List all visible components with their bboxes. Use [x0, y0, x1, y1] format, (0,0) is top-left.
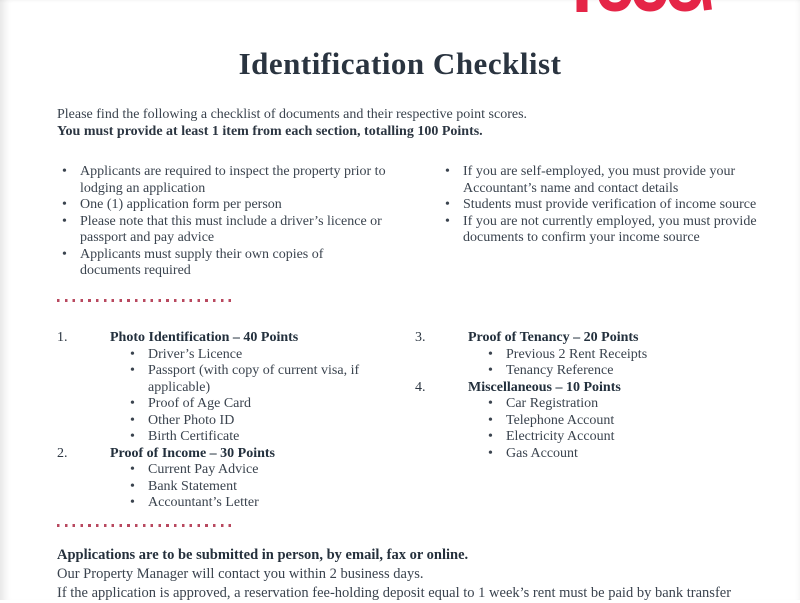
intro-requirement-line: You must provide at least 1 item from each section, totalling 100 Points.: [57, 124, 483, 139]
bullet-glyph: •: [130, 346, 135, 362]
bullet-item: [483, 363, 647, 380]
bullet-text: Passport (with copy of current visa, if applicable): [148, 363, 360, 395]
bullet-glyph: •: [130, 412, 135, 428]
bullet-text: Applicants are required to inspect the property prior to lodging an application: [80, 164, 386, 196]
bullet-item: [440, 197, 760, 214]
bullet-item: [57, 164, 387, 197]
point-section: [415, 330, 755, 380]
bullet-text: Telephone Account: [506, 412, 615, 428]
bullet-item: [440, 164, 760, 197]
point-section: [57, 330, 407, 446]
bullet-text: Car Registration: [506, 396, 599, 412]
bullet-item: [57, 197, 387, 214]
contact-note: Our Property Manager will contact you within 2 business days.: [57, 566, 424, 582]
bullet-glyph: •: [62, 213, 67, 229]
footer-paragraph: [57, 546, 777, 603]
bullet-glyph: •: [62, 164, 67, 179]
bullet-text: Accountant’s Letter: [148, 495, 259, 511]
bullet-glyph: •: [130, 396, 135, 412]
bullet-text: Gas Account: [506, 445, 578, 461]
bullet-glyph: •: [130, 363, 135, 379]
bullet-list: [440, 164, 760, 247]
bullet-text: Students must provide verification of income source: [463, 197, 757, 212]
bullet-text: Electricity Account: [506, 429, 615, 445]
dotted-separator: [57, 524, 235, 527]
bullet-item: [125, 495, 275, 512]
bullet-item: [125, 363, 407, 396]
bullet-item: [57, 247, 387, 280]
section-body: [468, 380, 621, 463]
bullet-glyph: •: [488, 445, 493, 461]
bullet-item: [483, 347, 647, 364]
bullet-glyph: •: [62, 197, 67, 212]
dotted-separator: [57, 299, 235, 302]
bullet-glyph: •: [62, 246, 67, 262]
bullet-item: [483, 396, 621, 413]
bullet-glyph: •: [445, 164, 450, 179]
point-section: [415, 380, 755, 463]
bullet-glyph: •: [488, 346, 493, 362]
bullet-text: Current Pay Advice: [148, 462, 259, 478]
bullet-text: Other Photo ID: [148, 412, 235, 428]
section-items: [110, 462, 275, 512]
submission-instructions: Applications are to be submitted in person, by email, fax or online.: [57, 547, 469, 563]
bullet-item: [125, 479, 275, 496]
intro-paragraph: [57, 106, 717, 140]
intro-line: Please find the following a checklist of documents and their respective point scores.: [57, 107, 528, 122]
bullet-glyph: •: [445, 213, 450, 229]
section-title: Proof of Income – 30 Points: [110, 445, 275, 461]
bullet-item: [125, 429, 407, 446]
bullet-text: If you are not currently employed, you must provide documents to confirm your income source: [463, 213, 757, 245]
bullet-item: [483, 413, 621, 430]
bullet-glyph: •: [130, 478, 135, 494]
bullet-glyph: •: [130, 462, 135, 478]
bullet-glyph: •: [130, 429, 135, 445]
bullet-text: One (1) application form per person: [80, 197, 282, 212]
page-title: Identification Checklist: [238, 46, 562, 81]
point-section: [57, 446, 407, 512]
general-notes-left-column: [57, 164, 387, 280]
point-sections-right-column: [415, 330, 755, 462]
section-number: 1.: [57, 330, 68, 345]
bullet-text: Driver’s Licence: [148, 346, 243, 362]
bullet-glyph: •: [488, 363, 493, 379]
deposit-note: If the application is approved, a reservation fee-holding deposit equal to 1 week’s rent must be paid by bank transfer: [57, 585, 732, 601]
bullet-text: Previous 2 Rent Receipts: [506, 346, 648, 362]
section-body: [468, 330, 647, 380]
section-items: [468, 347, 647, 380]
bullet-glyph: •: [488, 396, 493, 412]
bullet-text: Birth Certificate: [148, 429, 240, 445]
point-sections-left-column: [57, 330, 407, 512]
bullet-text: Proof of Age Card: [148, 396, 252, 412]
bullet-text: Tenancy Reference: [506, 363, 614, 379]
bullet-item: [125, 413, 407, 430]
section-body: [110, 330, 407, 446]
section-number: 4.: [415, 379, 426, 395]
section-number: 2.: [57, 445, 68, 461]
bullet-item: [57, 214, 387, 247]
bullet-item: [125, 396, 407, 413]
section-title: Miscellaneous – 10 Points: [468, 379, 621, 395]
section-body: [110, 446, 275, 512]
section-items: [110, 347, 407, 446]
section-title: Proof of Tenancy – 20 Points: [468, 330, 639, 345]
bullet-text: Bank Statement: [148, 478, 238, 494]
section-title: Photo Identification – 40 Points: [110, 330, 299, 345]
bullet-item: [483, 446, 621, 463]
bullet-glyph: •: [445, 197, 450, 212]
section-items: [468, 396, 621, 462]
bullet-text: Applicants must supply their own copies of documents required: [80, 246, 324, 278]
general-notes-right-column: [440, 164, 760, 247]
brand-logo-partial: [575, 0, 712, 13]
bullet-glyph: •: [130, 495, 135, 511]
bullet-item: [125, 347, 407, 364]
bullet-item: [440, 214, 760, 247]
bullet-list: [57, 164, 387, 280]
bullet-item: [125, 462, 275, 479]
bullet-glyph: •: [488, 429, 493, 445]
bullet-item: [483, 429, 621, 446]
bullet-text: Please note that this must include a driver’s licence or passport and pay advice: [80, 213, 382, 245]
section-number: 3.: [415, 330, 426, 345]
bullet-text: If you are self-employed, you must provide your Accountant’s name and contact details: [463, 164, 736, 196]
brand-logo-icon: [575, 0, 712, 13]
bullet-glyph: •: [488, 412, 493, 428]
